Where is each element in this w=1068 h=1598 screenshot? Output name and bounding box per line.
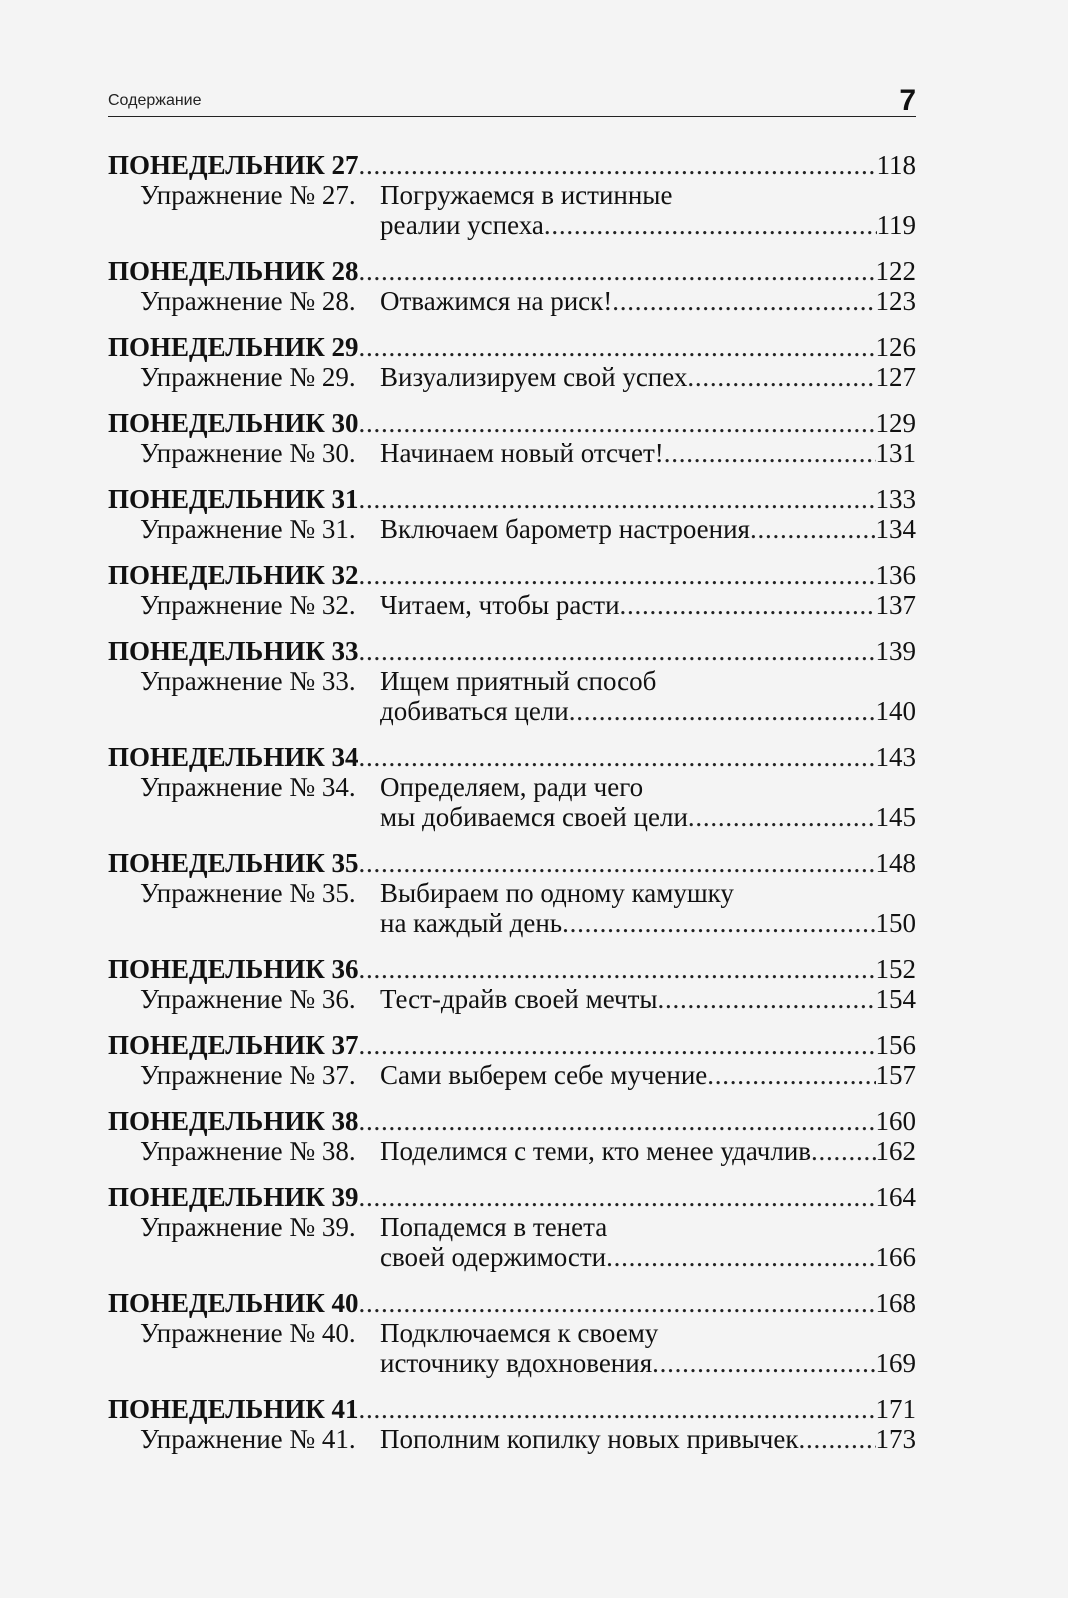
monday-heading [108,484,916,514]
monday-title: ПОНЕДЕЛЬНИК 34 [108,742,359,772]
toc-section[interactable] [108,1182,916,1272]
monday-page: 171 [875,1394,916,1424]
toc-section[interactable] [108,484,916,544]
exercise-label: Упражнение № 28. [140,286,356,316]
exercise-title-continued: источнику вдохновения [380,1348,653,1378]
dot-leader [359,150,877,180]
toc-section[interactable] [108,954,916,1014]
exercise-line-continued [108,210,916,240]
monday-title: ПОНЕДЕЛЬНИК 28 [108,256,359,286]
dot-leader [544,210,877,240]
monday-heading [108,1182,916,1212]
monday-title: ПОНЕДЕЛЬНИК 35 [108,848,359,878]
exercise-label: Упражнение № 41. [140,1424,356,1454]
dot-leader [798,1424,875,1454]
exercise-title: Включаем барометр настроения [380,514,750,544]
monday-heading [108,560,916,590]
exercise-page: 145 [875,802,916,832]
monday-page: 143 [875,742,916,772]
monday-page: 168 [875,1288,916,1318]
dot-leader [687,362,875,392]
monday-heading [108,332,916,362]
exercise-title: Начинаем новый отсчет! [380,438,664,468]
monday-title: ПОНЕДЕЛЬНИК 38 [108,1106,359,1136]
dot-leader [562,908,875,938]
dot-leader [359,636,876,666]
exercise-title: Погружаемся в истинные [380,180,673,210]
toc-section[interactable] [108,742,916,832]
monday-title: ПОНЕДЕЛЬНИК 41 [108,1394,359,1424]
page-number: 7 [899,84,916,117]
exercise-line [108,1060,916,1090]
exercise-title: Определяем, ради чего [380,772,644,802]
monday-page: 139 [875,636,916,666]
exercise-line [108,666,916,696]
toc-section[interactable] [108,848,916,938]
exercise-label: Упражнение № 38. [140,1136,356,1166]
monday-title: ПОНЕДЕЛЬНИК 31 [108,484,359,514]
monday-page: 133 [875,484,916,514]
exercise-title: Пополним копилку новых привычек [380,1424,799,1454]
exercise-label: Упражнение № 33. [140,666,356,696]
exercise-page: 169 [875,1348,916,1378]
exercise-line-continued [108,1348,916,1378]
toc-section[interactable] [108,1394,916,1454]
exercise-line-continued [108,696,916,726]
dot-leader [569,696,876,726]
dot-leader [359,1288,876,1318]
exercise-page: 154 [875,984,916,1014]
monday-title: ПОНЕДЕЛЬНИК 32 [108,560,359,590]
exercise-line [108,1136,916,1166]
dot-leader [359,1182,876,1212]
exercise-title: Подключаемся к своему [380,1318,659,1348]
exercise-page: 173 [875,1424,916,1454]
dot-leader [652,1348,875,1378]
exercise-page: 157 [875,1060,916,1090]
exercise-page: 131 [875,438,916,468]
monday-page: 129 [875,408,916,438]
dot-leader [612,286,875,316]
exercise-page: 137 [875,590,916,620]
exercise-page: 162 [875,1136,916,1166]
exercise-label: Упражнение № 37. [140,1060,356,1090]
exercise-line [108,984,916,1014]
exercise-title: Выбираем по одному камушку [380,878,734,908]
monday-heading [108,1030,916,1060]
exercise-title-continued: добиваться цели [380,696,569,726]
monday-title: ПОНЕДЕЛЬНИК 37 [108,1030,359,1060]
running-header [108,84,916,117]
monday-page: 156 [875,1030,916,1060]
dot-leader [707,1060,875,1090]
dot-leader [359,742,876,772]
monday-heading [108,636,916,666]
toc-section[interactable] [108,1288,916,1378]
monday-page: 152 [875,954,916,984]
exercise-title-continued: на каждый день [380,908,563,938]
exercise-page: 119 [876,210,916,240]
header-label: Содержание [108,92,202,109]
toc-section[interactable] [108,636,916,726]
monday-heading [108,1394,916,1424]
exercise-label: Упражнение № 36. [140,984,356,1014]
exercise-line [108,1212,916,1242]
dot-leader [359,560,876,590]
exercise-title: Поделимся с теми, кто менее удачлив [380,1136,812,1166]
dot-leader [359,256,876,286]
exercise-title: Отважимся на риск! [380,286,613,316]
toc-section[interactable] [108,332,916,392]
monday-page: 126 [875,332,916,362]
monday-page: 160 [875,1106,916,1136]
dot-leader [359,954,876,984]
exercise-line-continued [108,1242,916,1272]
monday-heading [108,1288,916,1318]
exercise-label: Упражнение № 27. [140,180,356,210]
monday-heading [108,150,916,180]
exercise-line [108,286,916,316]
monday-heading [108,256,916,286]
exercise-line-continued [108,802,916,832]
dot-leader [620,590,876,620]
exercise-title-continued: мы добиваемся своей цели [380,802,688,832]
monday-title: ПОНЕДЕЛЬНИК 39 [108,1182,359,1212]
monday-page: 122 [875,256,916,286]
dot-leader [606,1242,875,1272]
monday-page: 164 [875,1182,916,1212]
toc-section[interactable] [108,408,916,468]
monday-page: 136 [875,560,916,590]
exercise-label: Упражнение № 35. [140,878,356,908]
exercise-line [108,1424,916,1454]
exercise-label: Упражнение № 29. [140,362,356,392]
exercise-title: Читаем, чтобы расти [380,590,620,620]
dot-leader [664,438,876,468]
dot-leader [359,484,876,514]
toc-section[interactable] [108,560,916,620]
dot-leader [658,984,876,1014]
exercise-title-continued: своей одержимости [380,1242,607,1272]
monday-heading [108,408,916,438]
monday-page: 118 [876,150,916,180]
monday-heading [108,1106,916,1136]
exercise-label: Упражнение № 31. [140,514,356,544]
toc-section[interactable] [108,150,916,240]
dot-leader [750,514,876,544]
exercise-label: Упражнение № 39. [140,1212,356,1242]
exercise-label: Упражнение № 32. [140,590,356,620]
monday-heading [108,742,916,772]
dot-leader [359,1394,876,1424]
exercise-line [108,438,916,468]
monday-title: ПОНЕДЕЛЬНИК 30 [108,408,359,438]
exercise-title-continued: реалии успеха [380,210,544,240]
dot-leader [688,802,876,832]
monday-heading [108,954,916,984]
exercise-line [108,362,916,392]
toc-section[interactable] [108,1106,916,1166]
exercise-label: Упражнение № 30. [140,438,356,468]
exercise-title: Сами выберем себе мучение [380,1060,708,1090]
exercise-line [108,1318,916,1348]
exercise-label: Упражнение № 34. [140,772,356,802]
exercise-page: 140 [875,696,916,726]
exercise-page: 123 [875,286,916,316]
exercise-line-continued [108,908,916,938]
exercise-label: Упражнение № 40. [140,1318,356,1348]
dot-leader [359,848,876,878]
monday-page: 148 [875,848,916,878]
monday-title: ПОНЕДЕЛЬНИК 29 [108,332,359,362]
table-of-contents [108,150,916,1470]
exercise-line [108,590,916,620]
toc-section[interactable] [108,1030,916,1090]
exercise-page: 166 [875,1242,916,1272]
toc-section[interactable] [108,256,916,316]
exercise-title: Тест-драйв своей мечты [380,984,658,1014]
exercise-line [108,180,916,210]
monday-title: ПОНЕДЕЛЬНИК 36 [108,954,359,984]
exercise-title: Ищем приятный способ [380,666,657,696]
monday-title: ПОНЕДЕЛЬНИК 40 [108,1288,359,1318]
dot-leader [811,1136,875,1166]
exercise-page: 150 [875,908,916,938]
exercise-page: 127 [875,362,916,392]
dot-leader [359,1106,876,1136]
exercise-title: Визуализируем свой успех [380,362,688,392]
exercise-title: Попадемся в тенета [380,1212,608,1242]
monday-heading [108,848,916,878]
exercise-line [108,878,916,908]
monday-title: ПОНЕДЕЛЬНИК 27 [108,150,359,180]
dot-leader [359,1030,876,1060]
dot-leader [359,332,876,362]
exercise-line [108,514,916,544]
exercise-line [108,772,916,802]
exercise-page: 134 [875,514,916,544]
monday-title: ПОНЕДЕЛЬНИК 33 [108,636,359,666]
dot-leader [359,408,876,438]
